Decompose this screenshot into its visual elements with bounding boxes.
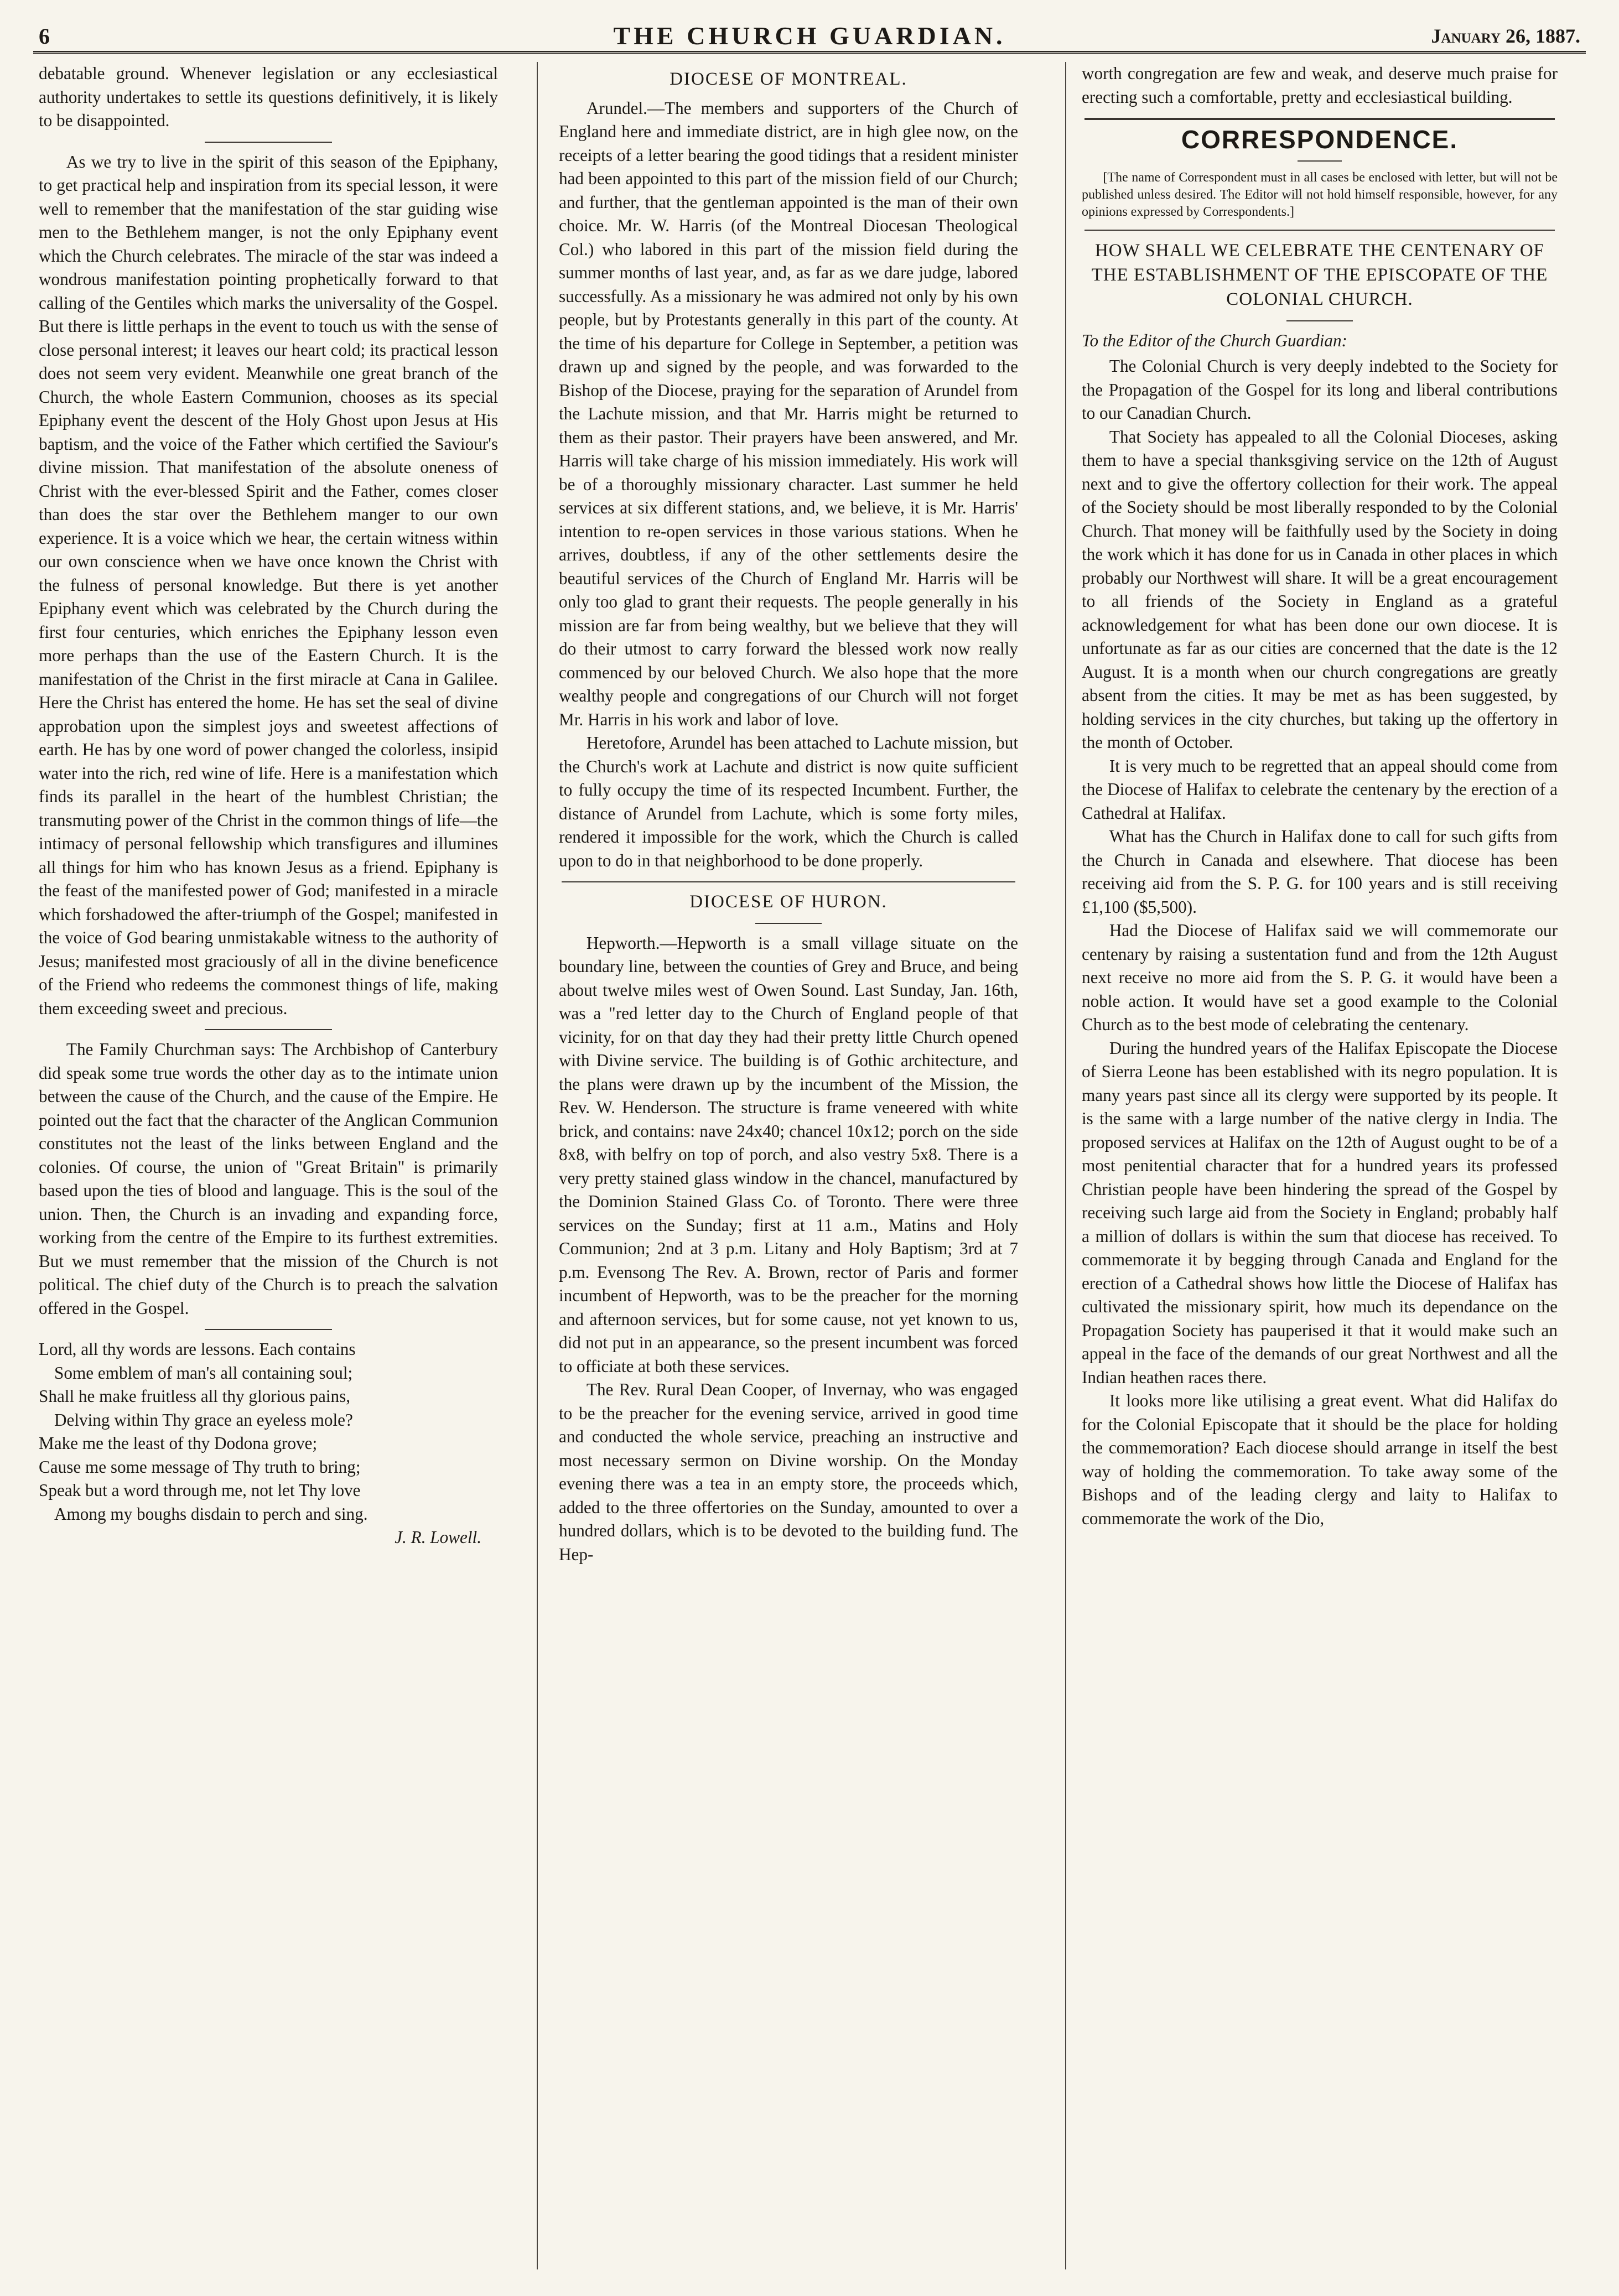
newspaper-title: THE CHURCH GUARDIAN. xyxy=(613,22,1006,50)
poem-line: Shall he make fruitless all thy glorious pains, xyxy=(39,1386,351,1406)
editorial-note: [The name of Correspondent must in all cases be enclosed with letter, but will not be published unless desired. The Editor will not hold himself responsible, however, for any opinions expressed by Correspondents.] xyxy=(1082,170,1558,219)
section-divider xyxy=(1286,320,1353,321)
article-paragraph: The Family Churchman says: The Archbishop of Canterbury did speak some true words the other day as to the intimate union between the cause of the Church, and the cause of the Empire. He pointed out the fact that the character of the Anglican Communion constitutes not the least of the links between England and the colonies. Of course, the union of "Great Britain" is primarily based upon the ties of blood and language. This is the soul of the union. Then, the Church is an invading and expanding force, working from the centre of the Empire to its furthest extremities. But we must remember that the mission of the Church is not political. The chief duty of the Church is to preach the salvation offered in the Gospel. xyxy=(39,1040,498,1318)
letter-heading: HOW SHALL WE CELEBRATE THE CENTENARY OF THE ESTABLISHMENT OF THE EPISCOPATE OF THE COLONIAL CHURCH. xyxy=(1091,240,1548,309)
section-heading: DIOCESE OF HURON. xyxy=(689,892,888,912)
section-divider xyxy=(1084,230,1555,231)
article-paragraph: The Rev. Rural Dean Cooper, of Invernay, who was engaged to be the preacher for the evening service, arrived in good time and conducted the whole service, preaching an instructive and most necessary sermon on Divine worship. On the Monday evening there was a tea in an empty store, the proceeds which, added to the three offertories on the Sunday, amounted to over a hundred dollars, which is to be devoted to the building fund. The Hep- xyxy=(559,1380,1018,1564)
section-divider xyxy=(1298,160,1342,162)
poem-line: Make me the least of thy Dodona grove; xyxy=(39,1433,318,1453)
section-divider xyxy=(205,1029,332,1030)
article-paragraph: It is very much to be regretted that an appeal should come from the Diocese of Halifax to celebrate the centenary by the erection of a Cathedral at Halifax. xyxy=(1082,756,1558,823)
article-paragraph: During the hundred years of the Halifax Episcopate the Diocese of Sierra Leone has been established with its negro population. It is many years past since all its clergy were supported by its people. It is the same with a large number of the native clergy in India. The proposed services at Halifax on the 12th of August ought to be of a most penitential character that for a hundred years its professed Christian people have been hindering the spread of the Gospel by receiving such large aid from the Society in England; probably half a million of dollars is within the sum that diocese has received. To commemorate it by begging through Canada and England for the erection of a Cathedral shows how little the Diocese of Halifax has cultivated the missionary spirit, how much its dependance on the Propagation Society has pauperised it that it would make such an appeal in the face of the demands of our great Northwest and all the Indian heathen races there. xyxy=(1082,1038,1558,1387)
article-paragraph: It looks more like utilising a great event. What did Halifax do for the Colonial Episcopate that it should be the place for holding the commemoration? Each diocese should arrange in itself the best way of holding the commemoration. To take away some of the Bishops and of the leading clergy and laity to Halifax to commemorate the work of the Dio, xyxy=(1082,1391,1558,1528)
issue-date: January 26, 1887. xyxy=(1431,25,1580,47)
article-paragraph: What has the Church in Halifax done to call for such gifts from the Church in Canada and elsewhere. That diocese has been receiving aid from the S. P. G. for 100 years and is still receiving £1,100 ($5,500). xyxy=(1082,827,1558,917)
column-rule-1 xyxy=(537,62,538,2269)
article-paragraph: worth congregation are few and weak, and deserve much praise for erecting such a comfortable, pretty and ecclesiastical building. xyxy=(1082,64,1558,107)
page-number: 6 xyxy=(39,24,50,49)
section-divider xyxy=(1084,118,1555,120)
article-paragraph: Had the Diocese of Halifax said we will commemorate our centenary by raising a sustentation fund and from the 12th August next receive no more aid from the S. P. G. it would have been a noble action. It would have set a good example to the Colonial Church as to the best mode of celebrating the centenary. xyxy=(1082,921,1558,1034)
section-divider xyxy=(205,1329,332,1330)
section-divider xyxy=(562,881,1015,882)
section-divider xyxy=(755,923,822,924)
column-rule-2 xyxy=(1065,62,1066,2269)
article-paragraph: As we try to live in the spirit of this season of the Epiphany, to get practical help and inspiration from its special lesson, it were well to remember that the manifestation of the star guiding wise men to the Bethlehem manger, is not the only Epiphany event which the Church celebrates. The miracle of the star was indeed a wondrous manifestation pointing prophetically forward to that calling of the Gentiles which marks the universality of the Gospel. But there is little perhaps in the event to touch us with the sense of close personal interest; it leaves our heart cold; its practical lesson does not seem very evident. Meanwhile one great branch of the Church, the whole Eastern Communion, chooses as its special Epiphany event the descent of the Holy Ghost upon Jesus at His baptism, and the voice of the Father which certified the Saviour's divine mission. That manifestation of the absolute oneness of Christ with the ever-blessed Spirit and the Father, comes closer than does the star over the Bethlehem manger to our own experience. It is a voice which we hear, the certain witness within our own conscience when we have once known the Christ with the fulness of personal knowledge. But there is yet another Epiphany event which was celebrated by the Church during the first four centuries, which enriches the Epiphany lesson even more perhaps than the use of the Eastern Church. It is the manifestation of the Christ in the first miracle at Cana in Galilee. Here the Christ has entered the home. He has set the seal of divine approbation upon the simplest joys and sweetest affections of earth. He has by one word of power changed the colorless, insipid water into the rich, red wine of life. Here is a manifestation which finds its parallel in the heart of the humblest Christian; the transmuting power of the Christ in the common things of life—the intimacy of personal fellowship which transfigures and illumines all things for him who has known Jesus as a friend. Epiphany is the feast of the manifested power of God; manifested in a miracle which forshadowed the after-triumph of the Gospel; manifested in the voice of God bearing unmistakable witness to the authority of Jesus; manifested most graciously of all in the divine beneficence of the Friend who redeems the commonest things of life, making them exceeding sweet and precious. xyxy=(39,152,498,1018)
article-paragraph: Heretofore, Arundel has been attached to Lachute mission, but the Church's work at Lachute and district is now quite sufficient to fully occupy the time of its respected Incumbent. Further, the distance of Arundel from Lachute, which is some forty miles, rendered it impossible for the work, which the Church is called upon to do in that neighborhood to be done properly. xyxy=(559,733,1018,870)
correspondence-heading: CORRESPONDENCE. xyxy=(1181,125,1459,154)
article-paragraph: The Colonial Church is very deeply indebted to the Society for the Propagation of the Gospel for its long and liberal contributions to our Canadian Church. xyxy=(1082,356,1558,423)
masthead xyxy=(33,19,1586,54)
letter-address: To the Editor of the Church Guardian: xyxy=(1082,330,1347,350)
article-paragraph: debatable ground. Whenever legislation or any ecclesiastical authority undertakes to settle its questions definitively, it is likely to be disappointed. xyxy=(39,64,498,130)
column-2 xyxy=(559,62,1018,2269)
poem-line: Speak but a word through me, not let Thy love xyxy=(39,1481,361,1500)
article-paragraph: Hepworth.—Hepworth is a small village situate on the boundary line, between the counties of Grey and Bruce, and being about twelve miles west of Owen Sound. Last Sunday, Jan. 16th, was a "red letter day to the Church of England people of that vicinity, for on that day they had their pretty little Church opened with Divine service. The building is of Gothic architecture, and the plans were drawn up by the incumbent of the Mission, the Rev. W. Henderson. The structure is frame veneered with white brick, and contains: nave 24x40; chancel 10x12; porch on the side 8x8, with belfry on top of porch, and also vestry 5x8. There is a very pretty stained glass window in the chancel, manufactured by the Dominion Stained Glass Co. of Toronto. There were three services on the Sunday; first at 11 a.m., Matins and Holy Communion; 2nd at 3 p.m. Litany and Holy Baptism; 3rd at 7 p.m. Evensong The Rev. A. Brown, rector of Paris and former incumbent of Hepworth, was to be the preacher for the morning and afternoon services, but for some cause, not yet known to us, did not put in an appearance, so the present incumbent was forced to officiate at both these services. xyxy=(559,933,1018,1376)
poem xyxy=(39,1338,498,1550)
section-divider xyxy=(205,142,332,143)
poem-signature: J. R. Lowell. xyxy=(395,1528,481,1547)
poem-line: Delving within Thy grace an eyeless mole? xyxy=(54,1410,353,1430)
article-paragraph: That Society has appealed to all the Colonial Dioceses, asking them to have a special thanksgiving service on the 12th of August next and to give the offertory collection for their work. The appeal of the Society should be most liberally responded to by the Colonial Church. That money will be faithfully used by the Society in doing the work which it has done for us in Canada in other places in which probably our Northwest will share. It will be a great encouragement to all friends of the Society in England as a grateful acknowledgement for what has been done our own diocese. It is unfortunate as far as our cities are concerned that the date is the 12 August. It is a month when our church congregations are greatly absent from the cities. It may be met as has been suggested, by holding services in the city churches, but taking up the offertory in the month of October. xyxy=(1082,427,1558,752)
column-1 xyxy=(39,62,498,2269)
column-3 xyxy=(1082,62,1558,2269)
section-heading: DIOCESE OF MONTREAL. xyxy=(670,69,907,89)
article-paragraph: Arundel.—The members and supporters of the Church of England here and immediate district, are in high glee now, on the receipts of a letter bearing the good tidings that a resident minister had been appointed to this part of the mission field of our Church; and further, that the gentleman appointed is the man of their own choice. Mr. W. Harris (of the Montreal Diocesan Theological Col.) who labored in this part of the mission field during the summer months of last year, and, as far as we dare judge, labored successfully. As a missionary he was admired not only by his own people, but by Protestants generally in this part of the county. At the time of his departure for College in September, a petition was drawn up and signed by the people, and was forwarded to the Bishop of the Diocese, praying for the separation of Arundel from the Lachute mission, and that Mr. Harris might be returned to them as their pastor. Their prayers have been answered, and Mr. Harris will take charge of his mission immediately. His work will be of a thoroughly missionary character. Last summer he held services at six different stations, and, we believe, it is Mr. Harris' intention to re-open services in those various stations. When he arrives, doubtless, if any of the other settlements desire the beautiful services of the Church of England Mr. Harris will be only too glad to grant their requests. The people generally in his mission are far from being wealthy, but we believe that they will do their utmost to carry forward the blessed work now really commenced by our beloved Church. We also hope that the more wealthy people and congregations of our Church will not forget Mr. Harris in his work and labor of love. xyxy=(559,98,1018,729)
poem-line: Cause me some message of Thy truth to bring; xyxy=(39,1457,361,1477)
poem-line: Lord, all thy words are lessons. Each contains xyxy=(39,1339,356,1359)
poem-line: Among my boughs disdain to perch and sing. xyxy=(54,1504,368,1524)
poem-line: Some emblem of man's all containing soul; xyxy=(54,1363,353,1383)
